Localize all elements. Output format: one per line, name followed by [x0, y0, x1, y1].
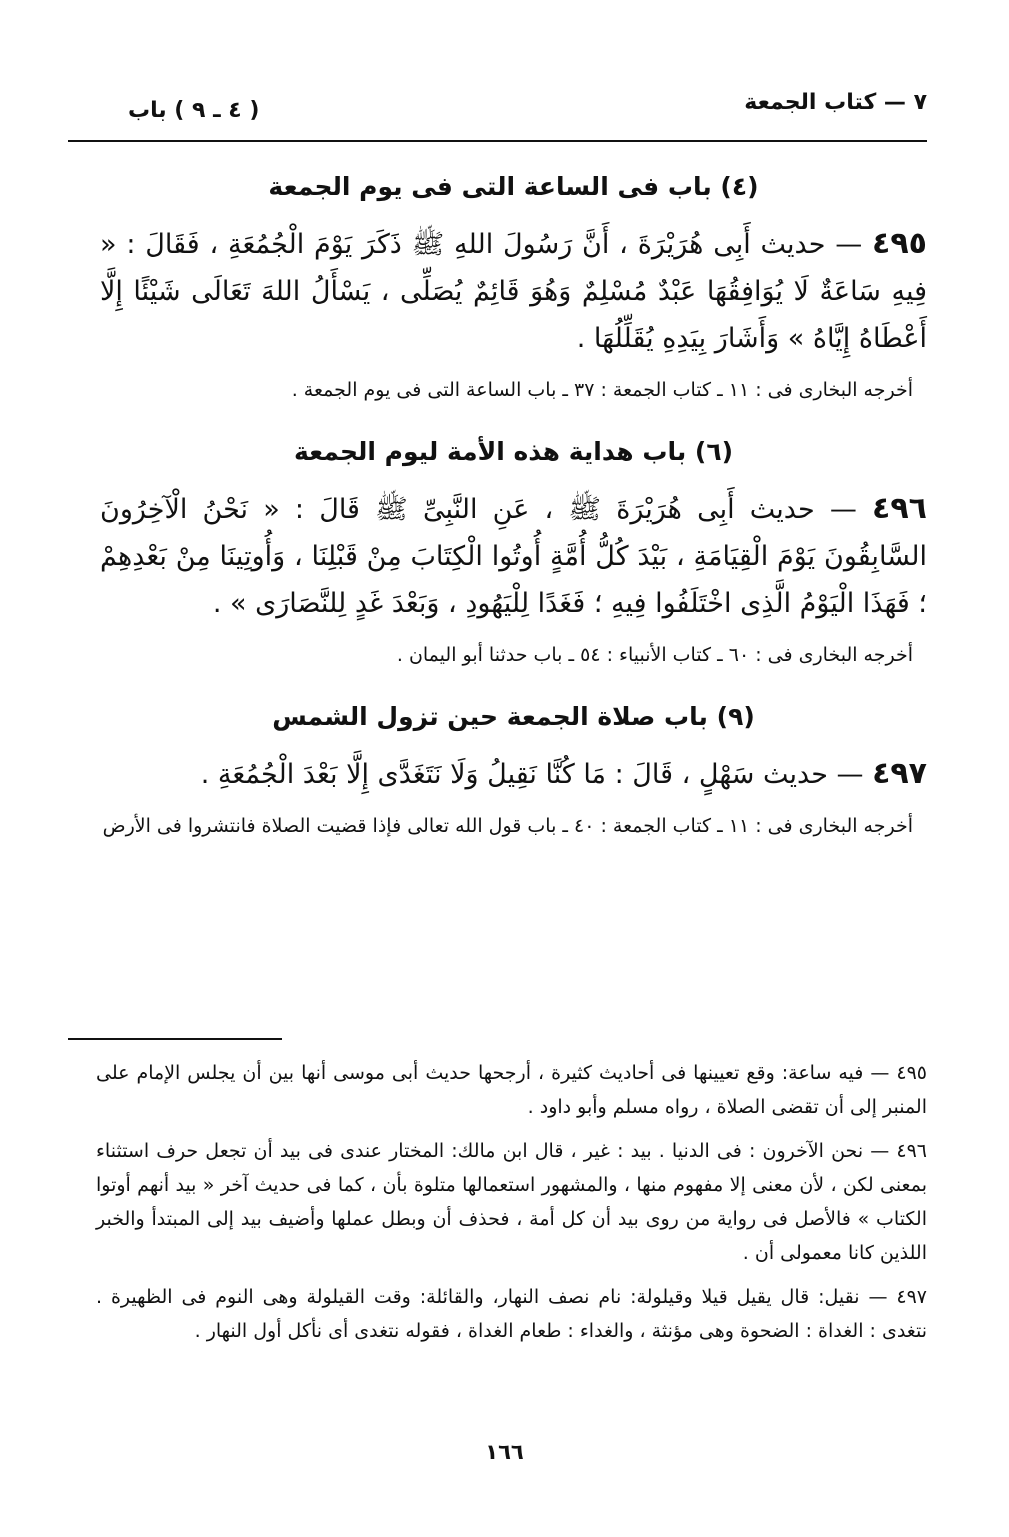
takhrij-text: أخرجه البخارى فى : ١١ ـ كتاب الجمعة : ٤٠ ـ باب قول الله تعالى فإذا قضيت الصلاة فانتشروا فى الأرض	[102, 815, 913, 837]
page-number: ١٦٦	[485, 1440, 524, 1464]
hadith-number: ٤٩٥	[872, 226, 927, 261]
chapter-title: (٩) باب صلاة الجمعة حين تزول الشمس	[272, 702, 755, 731]
footnote-496: ٤٩٦ — نحن الآخرون : فى الدنيا . بيد : غير ، قال ابن مالك: المختار عندى فى بيد أن تجعل حرف استثناء بمعنى لكن ، لأن معنى إلا مفهوم منها ، والمشهور استعمالها متلوة بأن ، كما فى حديث آخر « بيد أنهم أوتوا الكتاب » فالأصل فى رواية من روى بيد أن كل أمة ، فحذف أن وبطل عملها وأضيف بيد إلى المبتدأ والخبر اللذين كانا معمولى أن .	[96, 1140, 927, 1264]
hadith-497	[100, 750, 927, 798]
hadith-text: — حديث أَبِى هُرَيْرَةَ ، أَنَّ رَسُولَ اللهِ ﷺ ذَكَرَ يَوْمَ الْجُمُعَةِ ، فَقَالَ : « فِيهِ سَاعَةٌ لَا يُوَافِقُهَا عَبْدٌ مُسْلِمٌ وَهُوَ قَائِمٌ يُصَلِّى ، يَسْأَلُ اللهَ تَعَالَى شَيْئًا إِلَّا أَعْطَاهُ إِيَّاهُ » وَأَشَارَ بِيَدِهِ يُقَلِّلُهَا .	[100, 229, 927, 354]
hadith-text: — حديث أَبِى هُرَيْرَةَ ﷺ ، عَنِ النَّبِىِّ ﷺ قَالَ : « نَحْنُ الْآخِرُونَ السَّابِقُونَ يَوْمَ الْقِيَامَةِ ، بَيْدَ كُلُّ أُمَّةٍ أُوتُوا الْكِتَابَ مِنْ قَبْلِنَا ، وَأُوتِينَا مِنْ بَعْدِهِمْ ؛ فَهَذَا الْيَوْمُ الَّذِى اخْتَلَفُوا فِيهِ ؛ فَغَدًا لِلْيَهُودِ ، وَبَعْدَ غَدٍ لِلنَّصَارَى » .	[100, 494, 927, 619]
footnote-495: ٤٩٥ — فيه ساعة: وقع تعيينها فى أحاديث كثيرة ، أرجحها حديث أبى موسى أنها بين أن يجلس الإمام على المنبر إلى أن تقضى الصلاة ، رواه مسلم وأبو داود .	[96, 1062, 927, 1118]
takhrij	[100, 810, 913, 843]
takhrij	[100, 374, 913, 407]
book-title: ٧ — كتاب الجمعة	[744, 90, 927, 115]
chapter-title: (٤) باب فى الساعة التى فى يوم الجمعة	[268, 172, 759, 201]
main-content	[100, 172, 927, 873]
header-rule	[68, 140, 927, 142]
takhrij-text: أخرجه البخارى فى : ١١ ـ كتاب الجمعة : ٣٧ ـ باب الساعة التى فى يوم الجمعة .	[291, 379, 913, 401]
running-header	[68, 90, 927, 128]
hadith-495	[100, 220, 927, 362]
section-6	[100, 437, 927, 672]
section-9	[100, 702, 927, 843]
takhrij	[100, 639, 913, 672]
footnotes	[96, 1056, 927, 1358]
hadith-number: ٤٩٦	[872, 491, 927, 526]
hadith-number: ٤٩٧	[872, 756, 927, 791]
footnote-rule	[68, 1038, 282, 1040]
footnote-497: ٤٩٧ — نقيل: قال يقيل قيلا وقيلولة: نام نصف النهار، والقائلة: وقت القيلولة وهى النوم فى الظهيرة . نتغدى : الغداة : الضحوة وهى مؤنثة ، والغداء : طعام الغداة ، فقوله نتغدى أى نأكل أول النهار .	[96, 1286, 927, 1342]
section-4	[100, 172, 927, 407]
chapter-range: ( ٤ ـ ٩ ) باب	[128, 98, 260, 123]
hadith-496	[100, 485, 927, 627]
chapter-title: (٦) باب هداية هذه الأمة ليوم الجمعة	[293, 437, 734, 466]
takhrij-text: أخرجه البخارى فى : ٦٠ ـ كتاب الأنبياء : ٥٤ ـ باب حدثنا أبو اليمان .	[396, 644, 913, 666]
hadith-text: — حديث سَهْلٍ ، قَالَ : مَا كُنَّا نَقِيلُ وَلَا نَتَغَدَّى إِلَّا بَعْدَ الْجُمُعَةِ .	[200, 759, 864, 790]
